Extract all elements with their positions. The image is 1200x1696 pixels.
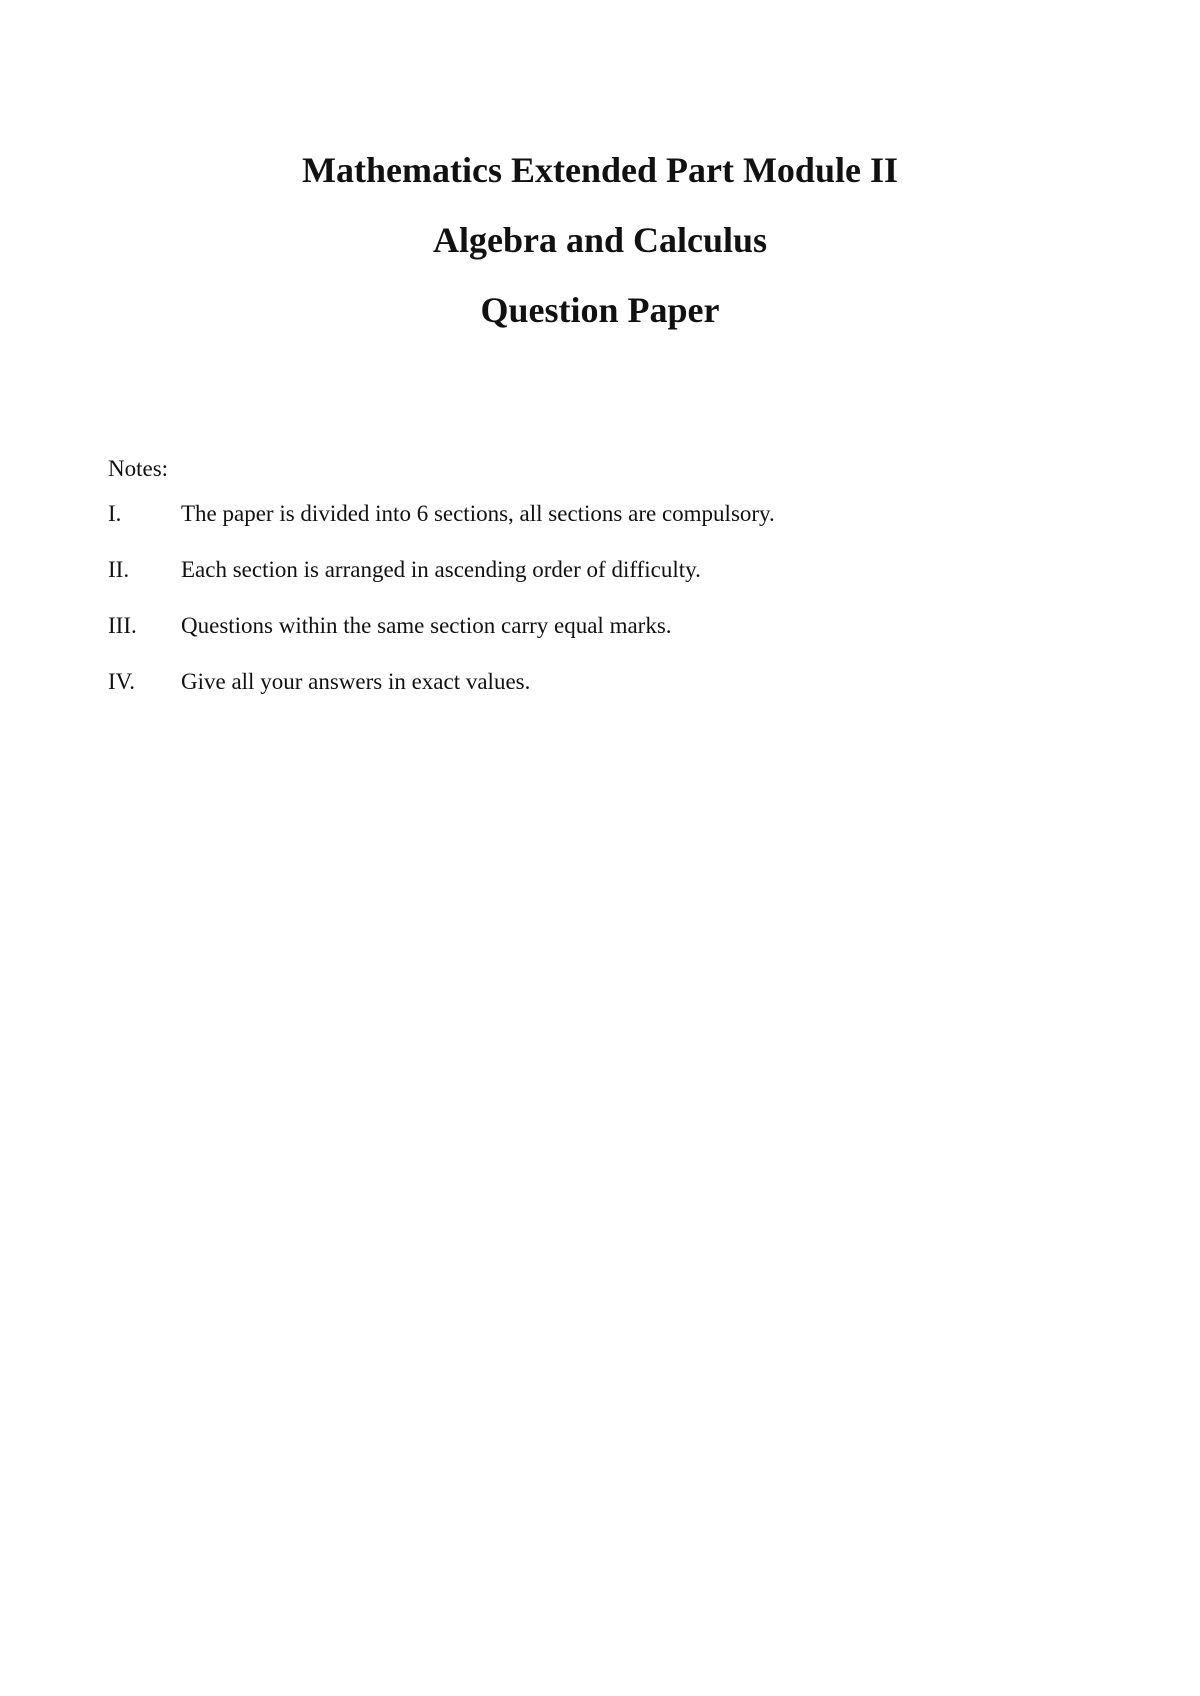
paper-type: Question Paper — [480, 290, 720, 330]
notes-list — [108, 500, 1108, 724]
subtitle: Algebra and Calculus — [432, 220, 768, 260]
note-number: II. — [108, 557, 130, 582]
note-item — [108, 612, 1108, 668]
note-text: Questions within the same section carry equal marks. — [181, 613, 672, 638]
note-text: Give all your answers in exact values. — [181, 669, 531, 694]
note-text: Each section is arranged in ascending order of difficulty. — [181, 557, 701, 582]
note-text: The paper is divided into 6 sections, all sections are compulsory. — [181, 501, 775, 526]
notes-label: Notes: — [108, 456, 169, 481]
note-number: IV. — [108, 669, 136, 694]
note-number: III. — [108, 613, 137, 638]
note-item — [108, 668, 1108, 724]
note-item — [108, 556, 1108, 612]
note-item — [108, 500, 1108, 556]
note-number: I. — [108, 501, 122, 526]
main-title: Mathematics Extended Part Module II — [302, 150, 898, 190]
